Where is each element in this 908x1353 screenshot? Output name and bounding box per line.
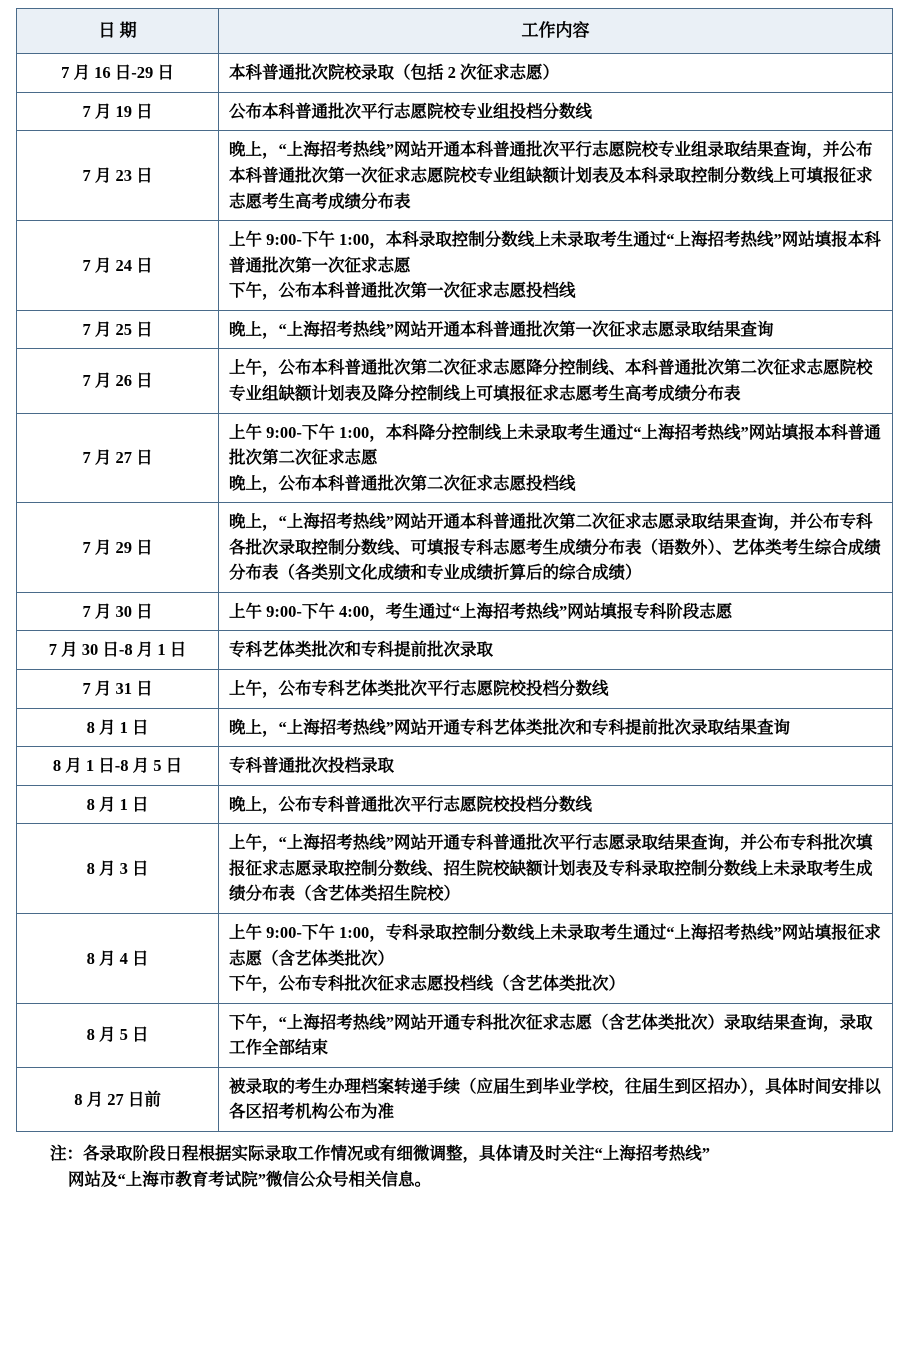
cell-date: 8 月 4 日 <box>17 913 219 1003</box>
table-row <box>17 913 893 1003</box>
table-row <box>17 131 893 221</box>
cell-date: 7 月 25 日 <box>17 310 219 349</box>
content-line: 下午，“上海招考热线”网站开通专科批次征求志愿（含艺体类批次）录取结果查询，录取工作全部结束 <box>229 1012 873 1058</box>
cell-content <box>219 310 893 349</box>
table-row <box>17 631 893 670</box>
cell-content <box>219 913 893 1003</box>
footnote-line-2: 网站及“上海市教育考试院”微信公众号相关信息。 <box>68 1170 431 1190</box>
cell-date: 7 月 23 日 <box>17 131 219 221</box>
content-line: 上午，公布专科艺体类批次平行志愿院校投档分数线 <box>229 679 609 699</box>
cell-content <box>219 1003 893 1067</box>
cell-content <box>219 54 893 93</box>
content-line: 晚上，“上海招考热线”网站开通专科艺体类批次和专科提前批次录取结果查询 <box>229 717 790 737</box>
cell-content <box>219 131 893 221</box>
content-line: 上午 9:00-下午 4:00，考生通过“上海招考热线”网站填报专科阶段志愿 <box>229 601 733 621</box>
table-body <box>17 54 893 1132</box>
cell-date: 8 月 5 日 <box>17 1003 219 1067</box>
content-line: 晚上，公布本科普通批次第二次征求志愿投档线 <box>229 473 576 493</box>
table-header-row <box>17 9 893 54</box>
table-row <box>17 349 893 413</box>
content-line: 上午 9:00-下午 1:00，本科降分控制线上未录取考生通过“上海招考热线”网站填报本科普通批次第二次征求志愿 <box>229 422 881 468</box>
table-row <box>17 747 893 786</box>
column-header-content: 工作内容 <box>219 9 893 54</box>
table-row <box>17 310 893 349</box>
cell-content <box>219 670 893 709</box>
cell-date: 8 月 1 日 <box>17 708 219 747</box>
cell-date: 8 月 27 日前 <box>17 1067 219 1131</box>
footnote <box>16 1141 892 1194</box>
table-row <box>17 413 893 503</box>
cell-date: 7 月 27 日 <box>17 413 219 503</box>
cell-content <box>219 747 893 786</box>
content-line: 专科艺体类批次和专科提前批次录取 <box>229 640 493 660</box>
cell-date: 7 月 29 日 <box>17 503 219 593</box>
cell-date: 7 月 30 日 <box>17 592 219 631</box>
content-line: 上午 9:00-下午 1:00，本科录取控制分数线上未录取考生通过“上海招考热线”网站填报本科普通批次第一次征求志愿 <box>229 230 881 275</box>
table-row <box>17 92 893 131</box>
footnote-line-1: 注：各录取阶段日程根据实际录取工作情况或有细微调整，具体请及时关注“上海招考热线” <box>50 1143 710 1163</box>
cell-date: 7 月 31 日 <box>17 670 219 709</box>
cell-content <box>219 503 893 593</box>
cell-content <box>219 592 893 631</box>
content-line: 下午，公布专科批次征求志愿投档线（含艺体类批次） <box>229 974 625 994</box>
content-line: 公布本科普通批次平行志愿院校专业组投档分数线 <box>229 101 592 121</box>
table-row <box>17 824 893 914</box>
content-line: 专科普通批次投档录取 <box>229 756 394 776</box>
cell-date: 7 月 24 日 <box>17 221 219 311</box>
cell-content <box>219 349 893 413</box>
cell-content <box>219 708 893 747</box>
cell-date: 7 月 30 日-8 月 1 日 <box>17 631 219 670</box>
content-line: 上午，公布本科普通批次第二次征求志愿降分控制线、本科普通批次第二次征求志愿院校专业组缺额计划表及降分控制线上可填报征求志愿考生高考成绩分布表 <box>229 358 873 403</box>
table-row <box>17 1067 893 1131</box>
content-line: 上午，“上海招考热线”网站开通专科普通批次平行志愿录取结果查询，并公布专科批次填报征求志愿录取控制分数线、招生院校缺额计划表及专科录取控制分数线上未录取考生成绩分布表（含艺体类招生院校） <box>229 833 873 904</box>
content-line: 被录取的考生办理档案转递手续（应届生到毕业学校，往届生到区招办），具体时间安排以各区招考机构公布为准 <box>229 1076 881 1122</box>
content-line: 上午 9:00-下午 1:00，专科录取控制分数线上未录取考生通过“上海招考热线”网站填报征求志愿（含艺体类批次） <box>229 922 881 968</box>
table-row <box>17 708 893 747</box>
table-row <box>17 1003 893 1067</box>
cell-content <box>219 785 893 824</box>
table-row <box>17 785 893 824</box>
cell-content <box>219 1067 893 1131</box>
content-line: 晚上，“上海招考热线”网站开通本科普通批次平行志愿院校专业组录取结果查询，并公布本科普通批次第一次征求志愿院校专业组缺额计划表及本科录取控制分数线上可填报征求志愿考生高考成绩分布表 <box>229 140 873 211</box>
table-row <box>17 592 893 631</box>
cell-content <box>219 824 893 914</box>
cell-content <box>219 413 893 503</box>
cell-date: 8 月 3 日 <box>17 824 219 914</box>
admission-schedule-table <box>16 8 893 1132</box>
cell-content <box>219 92 893 131</box>
column-header-date: 日 期 <box>17 9 219 54</box>
cell-date: 8 月 1 日 <box>17 785 219 824</box>
table-row <box>17 503 893 593</box>
content-line: 下午，公布本科普通批次第一次征求志愿投档线 <box>229 281 576 301</box>
cell-date: 8 月 1 日-8 月 5 日 <box>17 747 219 786</box>
content-line: 晚上，“上海招考热线”网站开通本科普通批次第一次征求志愿录取结果查询 <box>229 319 774 339</box>
cell-date: 7 月 16 日-29 日 <box>17 54 219 93</box>
table-row <box>17 670 893 709</box>
cell-content <box>219 221 893 311</box>
content-line: 晚上，公布专科普通批次平行志愿院校投档分数线 <box>229 794 592 814</box>
table-row <box>17 54 893 93</box>
content-line: 晚上，“上海招考热线”网站开通本科普通批次第二次征求志愿录取结果查询，并公布专科各批次录取控制分数线、可填报专科志愿考生成绩分布表（语数外）、艺体类考生综合成绩分布表（各类别文化成绩和专业成绩折算后的综合成绩） <box>229 512 881 583</box>
table-row <box>17 221 893 311</box>
cell-content <box>219 631 893 670</box>
content-line: 本科普通批次院校录取（包括 2 次征求志愿） <box>229 63 559 83</box>
cell-date: 7 月 19 日 <box>17 92 219 131</box>
cell-date: 7 月 26 日 <box>17 349 219 413</box>
table-header <box>17 9 893 54</box>
